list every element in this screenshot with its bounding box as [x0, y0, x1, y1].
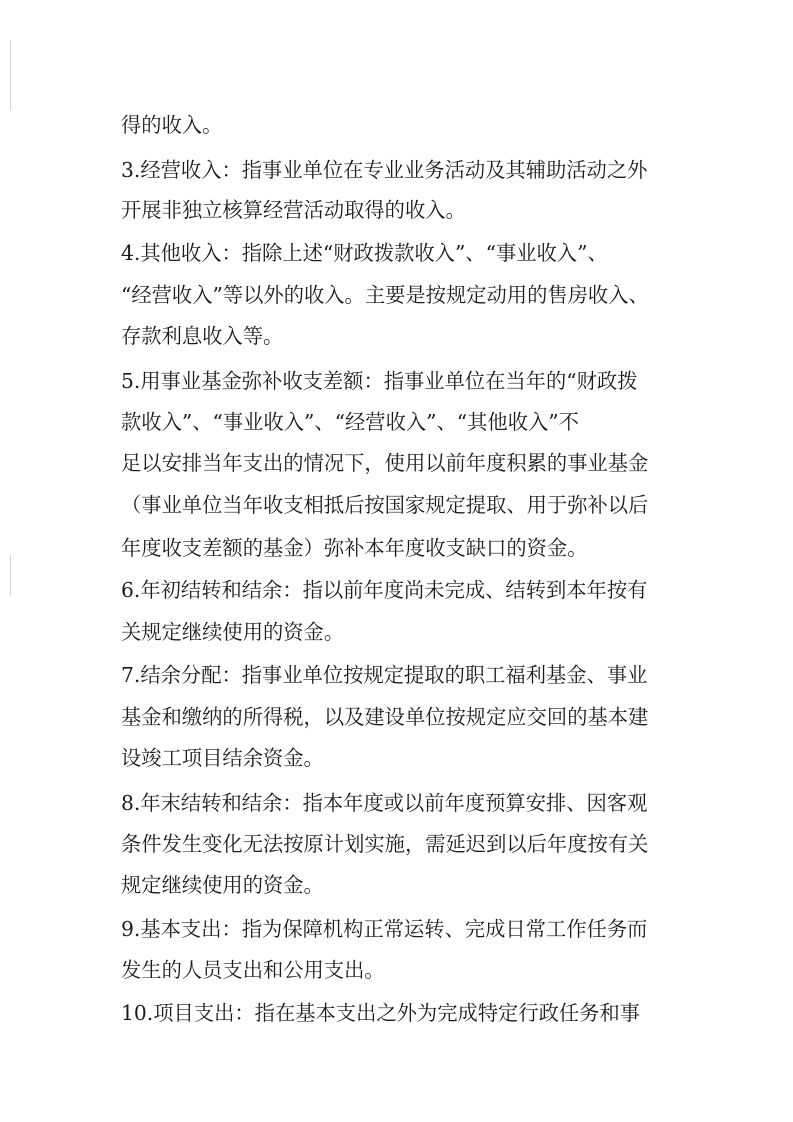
text-line-20: 9.基本支出：指为保障机构正常运转、完成日常工作任务而 [121, 917, 648, 941]
text-line-14: 7.结余分配：指事业单位按规定提取的职工福利基金、事业 [121, 663, 648, 687]
text-line-22: 10.项目支出：指在基本支出之外为完成特定行政任务和事 [121, 1001, 641, 1025]
text-line-18: 条件发生变化无法按原计划实施，需延迟到以后年度按有关 [121, 832, 649, 856]
text-line-10: （事业单位当年收支相抵后按国家规定提取、用于弥补以后 [121, 493, 649, 517]
text-line-1: 得的收入。 [121, 113, 223, 137]
text-line-9: 足以安排当年支出的情况下，使用以前年度积累的事业基金 [121, 451, 649, 475]
text-line-6: 存款利息收入等。 [121, 324, 284, 348]
scan-edge-mark [10, 40, 11, 110]
text-line-4: 4.其他收入：指除上述“财政拨款收入”、“事业收入”、 [121, 241, 608, 265]
text-line-12: 6.年初结转和结余：指以前年度尚未完成、结转到本年按有 [121, 578, 648, 602]
text-line-7: 5.用事业基金弥补收支差额：指事业单位在当年的“财政拨 [121, 369, 638, 393]
text-line-15: 基金和缴纳的所得税，以及建设单位按规定应交回的基本建 [121, 705, 649, 729]
text-line-8: 款收入”、“事业收入”、“经营收入”、“其他收入”不 [121, 410, 579, 434]
text-line-21: 发生的人员支出和公用支出。 [121, 958, 385, 982]
text-line-5: “经营收入”等以外的收入。主要是按规定动用的售房收入、 [121, 283, 649, 307]
text-line-17: 8.年末结转和结余：指本年度或以前年度预算安排、因客观 [121, 791, 648, 815]
text-line-16: 设竣工项目结余资金。 [121, 746, 324, 770]
text-line-13: 关规定继续使用的资金。 [121, 620, 345, 644]
scan-edge-mark [10, 555, 11, 595]
text-line-3: 开展非独立核算经营活动取得的收入。 [121, 198, 466, 222]
text-line-2: 3.经营收入：指事业单位在专业业务活动及其辅助活动之外 [121, 158, 648, 182]
text-line-11: 年度收支差额的基金）弥补本年度收支缺口的资金。 [121, 536, 588, 560]
text-line-19: 规定继续使用的资金。 [121, 873, 324, 897]
